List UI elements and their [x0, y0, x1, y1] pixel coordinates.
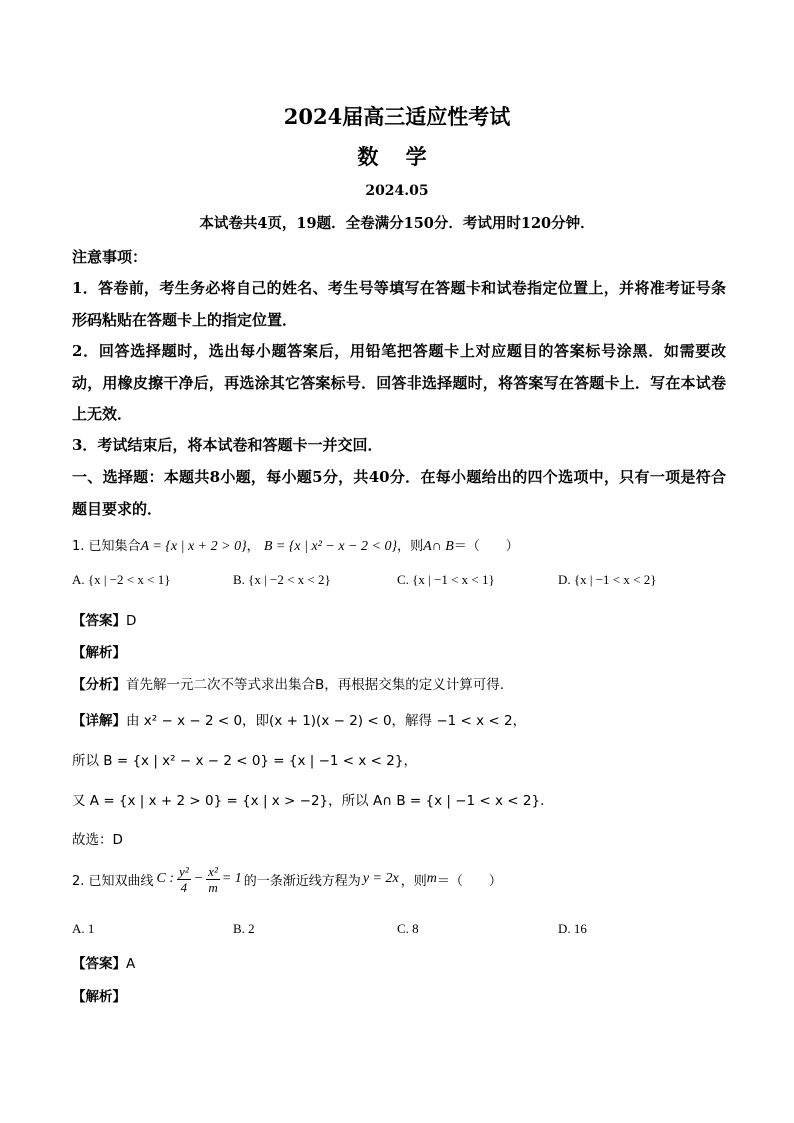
q1-option-d: D. {x | −1 < x < 2}	[558, 572, 657, 587]
q1-choice: 故选：D	[72, 832, 123, 848]
q2-prefix: 2. 已知双曲线	[72, 873, 154, 889]
q2-frac2-num: x²	[208, 863, 218, 879]
q1-analysis-label: 【解析】	[72, 645, 126, 661]
q2-fraction-x	[206, 864, 220, 895]
q1-set-b: B = {x | x² − x − 2 < 0}	[263, 539, 398, 554]
q2-answer	[72, 952, 135, 972]
q2-fraction-y	[177, 864, 191, 895]
q1-answer-value: D	[126, 613, 137, 629]
q2-answer-value: A	[126, 956, 136, 972]
q2-curve-label: C :	[156, 871, 175, 886]
q2-frac1-den: 4	[180, 879, 188, 895]
q1-comma: ，	[246, 539, 260, 554]
q1-fenxi-label: 【分析】	[72, 677, 126, 693]
q2-eq: = 1	[221, 871, 242, 886]
question-2	[72, 862, 502, 896]
q1-expr: A∩ B	[423, 539, 454, 554]
q2-frac1-num: y²	[179, 863, 189, 879]
q1-xiangjie	[72, 709, 526, 729]
q1-option-b: B. {x | −2 < x < 2}	[233, 572, 331, 587]
q2-asymptote: y = 2x	[362, 871, 399, 886]
q1-ask: ，则	[397, 539, 424, 554]
q2-option-d: D. 16	[558, 921, 587, 936]
exam-title: 2024届高三适应性考试	[283, 104, 511, 129]
question-1	[72, 535, 519, 555]
q2-text: 的一条渐近线方程为	[243, 873, 361, 889]
q1-prefix: 1. 已知集合	[72, 539, 141, 554]
q1-fenxi	[72, 673, 504, 693]
q2-m-var: m	[426, 871, 437, 886]
subject-title: 数 学	[357, 144, 437, 169]
notice-item-1: 1．答卷前，考生务必将自己的姓名、考生号等填写在答题卡和试卷指定位置上，并将准考证号条形码粘贴在答题卡上的指定位置．	[72, 279, 726, 329]
notice-item-2: 2．回答选择题时，选出每小题答案后，用铅笔把答题卡上对应题目的答案标号涂黑．如需要改动，用橡皮擦干净后，再选涂其它答案标号．回答非选择题时，将答案写在答题卡上．写在本试卷上无效．	[72, 342, 726, 423]
q1-answer	[72, 609, 136, 629]
q1-set-a: A = {x | x + 2 > 0}	[140, 539, 247, 554]
q2-option-c: C. 8	[397, 921, 419, 936]
q1-tail: ＝（ ）	[453, 539, 519, 554]
section-heading: 一、选择题：本题共8小题，每小题5分，共40分．在每小题给出的四个选项中，只有一项是符合题目要求的．	[72, 468, 726, 518]
notice-heading: 注意事项：	[72, 248, 148, 266]
q1-xiangjie-label: 【详解】	[72, 713, 126, 729]
exam-summary: 本试卷共4页，19题．全卷满分150分．考试用时120分钟．	[199, 215, 595, 232]
q2-minus: −	[193, 871, 204, 886]
q1-option-a: A. {x | −2 < x < 1}	[72, 572, 171, 587]
q2-ask: ，则	[400, 873, 427, 889]
q1-option-c: C. {x | −1 < x < 1}	[397, 572, 495, 587]
q2-option-a: A. 1	[72, 921, 95, 936]
q2-tail: ＝（ ）	[436, 873, 502, 889]
q1-answer-label: 【答案】	[72, 613, 126, 629]
exam-date: 2024.05	[365, 183, 429, 199]
notice-item-3: 3．考试结束后，将本试卷和答题卡一并交回．	[72, 436, 383, 454]
q2-answer-label: 【答案】	[72, 956, 126, 972]
q1-derivation-line-3: 又 A = {x | x + 2 > 0} = {x | x > −2}，所以 A∩ B = {x | −1 < x < 2}.	[72, 793, 545, 809]
q1-derivation-line-2: 所以 B = {x | x² − x − 2 < 0} = {x | −1 < x < 2}，	[72, 753, 417, 769]
q2-option-b: B. 2	[233, 921, 255, 936]
q1-xiangjie-text: 由 x² − x − 2 < 0，即(x + 1)(x − 2) < 0，解得 −1 < x < 2，	[126, 713, 527, 729]
q2-analysis-label: 【解析】	[72, 989, 126, 1005]
q1-fenxi-text: 首先解一元二次不等式求出集合B，再根据交集的定义计算可得.	[126, 677, 505, 693]
q2-frac2-den: m	[208, 879, 218, 895]
